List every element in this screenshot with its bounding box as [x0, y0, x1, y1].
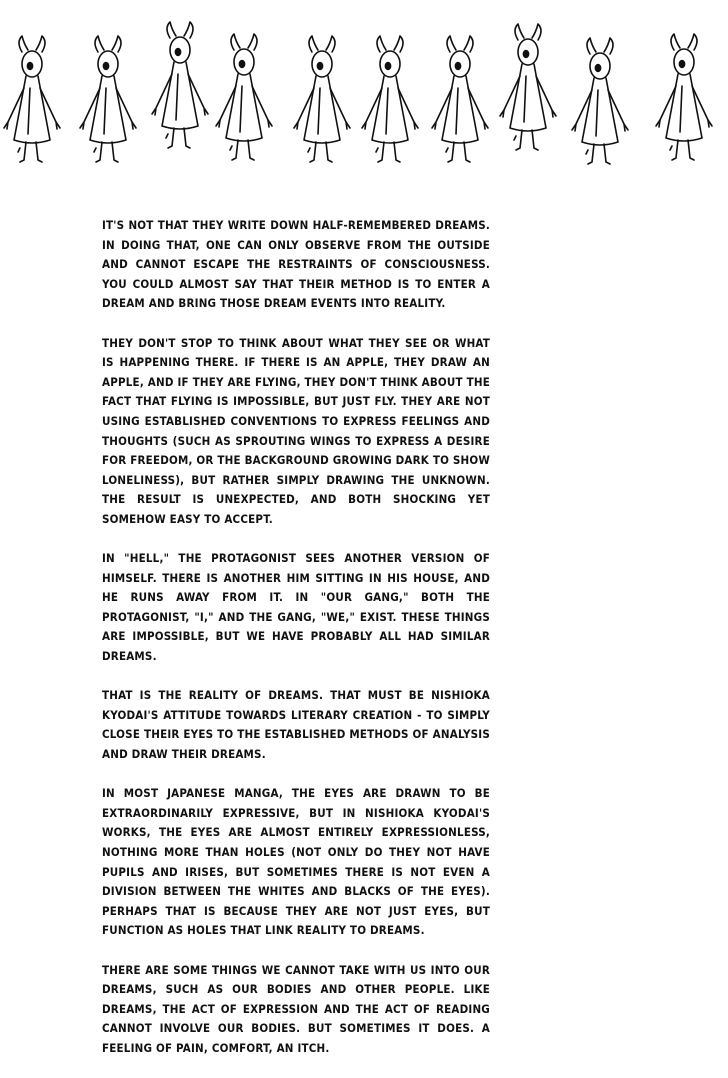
horned-creature-icon — [294, 36, 350, 162]
paragraph-4: THAT IS THE REALITY OF DREAMS. THAT MUST BE NISHIOKA KYODAI'S ATTITUDE TOWARDS LITERARY CREATION - TO SIMPLY CLOSE THEIR EYES TO THE ESTABLISHED METHODS OF ANALYSIS AND DRAW THEIR DREAMS. — [102, 688, 490, 762]
horned-creature-icon — [500, 24, 556, 150]
paragraph-2: THEY DON'T STOP TO THINK ABOUT WHAT THEY SEE OR WHAT IS HAPPENING THERE. IF THERE IS AN APPLE, THEY DRAW AN APPLE, AND IF THEY ARE FLYING, THEY DON'T THINK ABOUT THE FACT THAT FLYING IS IMPOSSIBLE, BUT JUST FLY. THEY ARE NOT USING ESTABLISHED CONVENTIONS TO EXPRESS FEELINGS AND THOUGHTS (SUCH AS SPROUTING WINGS TO EXPRESS A DESIRE FOR FREEDOM, OR THE BACKGROUND GROWING DARK TO SHOW LONELINESS), BUT RATHER SIMPLY DRAWING THE UNKNOWN. THE RESULT IS UNEXPECTED, AND BOTH SHOCKING YET SOMEHOW EASY TO ACCEPT. — [102, 335, 490, 526]
horned-creature-icon — [216, 34, 272, 160]
essay-text — [102, 216, 490, 1078]
paragraph-5: IN MOST JAPANESE MANGA, THE EYES ARE DRAWN TO BE EXTRAORDINARILY EXPRESSIVE, BUT IN NISHIOKA KYODAI'S WORKS, THE EYES ARE ALMOST ENTIRELY EXPRESSIONLESS, NOTHING MORE THAN HOLES (NOT ONLY DO THEY NOT HAVE PUPILS AND IRISES, BUT SOMETIMES THERE IS NOT EVEN A DIVISION BETWEEN THE WHITES AND BLACKS OF THE EYES). PERHAPS THAT IS BECAUSE THEY ARE NOT JUST EYES, BUT FUNCTION AS HOLES THAT LINK REALITY TO DREAMS. — [102, 786, 490, 938]
paragraph-1: IT'S NOT THAT THEY WRITE DOWN HALF-REMEMBERED DREAMS. IN DOING THAT, ONE CAN ONLY OBSERVE FROM THE OUTSIDE AND CANNOT ESCAPE THE RESTRAINTS OF CONSCIOUSNESS. YOU COULD ALMOST SAY THAT THEIR METHOD IS TO ENTER A DREAM AND BRING THOSE DREAM EVENTS INTO REALITY. — [102, 218, 490, 311]
horned-creature-icon — [432, 36, 488, 162]
horned-creature-icon — [656, 34, 712, 160]
horned-creature-icon — [152, 22, 208, 148]
paragraph-6: THERE ARE SOME THINGS WE CANNOT TAKE WITH US INTO OUR DREAMS, SUCH AS OUR BODIES AND OTHER PEOPLE. LIKE DREAMS, THE ACT OF EXPRESSION AND THE ACT OF READING CANNOT INVOLVE OUR BODIES. BUT SOMETIMES IT DOES. A FEELING OF PAIN, COMFORT, AN ITCH. — [102, 962, 490, 1055]
horned-creature-icon — [4, 36, 60, 162]
horned-figures-border — [0, 18, 728, 173]
paragraph-3: IN "HELL," THE PROTAGONIST SEES ANOTHER VERSION OF HIMSELF. THERE IS ANOTHER HIM SITTING IN HIS HOUSE, AND HE RUNS AWAY FROM IT. IN "OUR GANG," BOTH THE PROTAGONIST, "I," AND THE GANG, "WE," EXIST. THESE THINGS ARE IMPOSSIBLE, BUT WE HAVE PROBABLY ALL HAD SIMILAR DREAMS. — [102, 551, 490, 664]
horned-creature-icon — [362, 36, 418, 162]
horned-creature-icon — [80, 36, 136, 162]
horned-creature-icon — [572, 38, 628, 164]
